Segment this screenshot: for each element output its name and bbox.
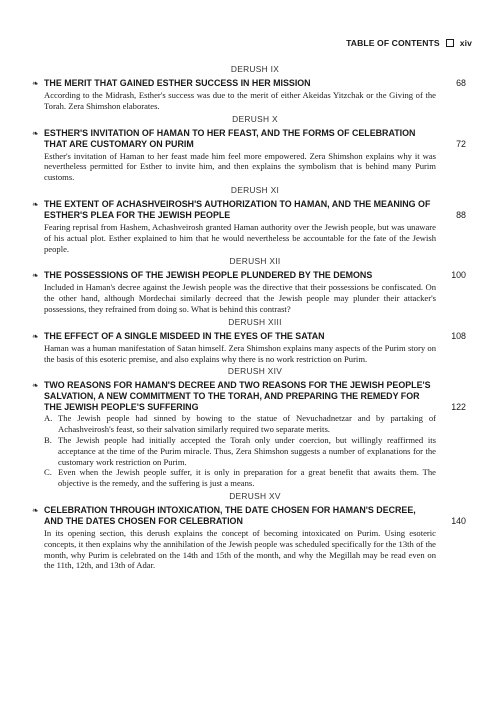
toc-page-number: 68 bbox=[456, 78, 466, 88]
toc-entry-description: Included in Haman's decree against the Jewish people was the directive that their possessions be confiscated. On the other hand, although Mordechai similarly decreed that the Jewish people may plunder their attacker's possessions, they refrained from doing so. What is behind this contrast? bbox=[44, 282, 436, 314]
toc-subitem bbox=[44, 435, 466, 467]
toc-entry-title: THE EFFECT OF A SINGLE MISDEED IN THE EYES OF THE SATAN bbox=[44, 330, 325, 341]
subitem-label: B. bbox=[44, 434, 52, 445]
toc-page-number: 100 bbox=[451, 270, 466, 281]
toc-entry-title: THE EXTENT OF ACHASHVEIROSH'S AUTHORIZATION TO HAMAN, AND THE MEANING OF ESTHER'S PLEA FOR THE JEWISH PEOPLE bbox=[44, 198, 431, 220]
fleuron-icon: ❧ bbox=[32, 199, 39, 209]
toc-entry bbox=[32, 330, 466, 365]
toc-entry-description: Haman was a human manifestation of Satan himself. Zera Shimshon explains many aspects of the Purim story on the basis of this esoteric premise, and also explains why there is no work restriction on Purim. bbox=[44, 342, 436, 364]
toc-title-row bbox=[32, 330, 466, 342]
toc-title-row bbox=[32, 78, 466, 89]
fleuron-icon: ❧ bbox=[32, 505, 39, 515]
toc-page-number: 108 bbox=[451, 330, 466, 341]
toc-title-row bbox=[32, 380, 466, 413]
toc-entry bbox=[32, 78, 466, 112]
toc-entry-title: CELEBRATION THROUGH INTOXICATION, THE DATE CHOSEN FOR HAMAN'S DECREE, AND THE DATES CHOSEN FOR CELEBRATION bbox=[44, 504, 416, 526]
toc-subitem bbox=[44, 467, 466, 489]
toc-entry-description: According to the Midrash, Esther's success was due to the merit of either Akeidas Yitzchak or the Giving of the Torah. Zera Shimshon elaborates. bbox=[44, 90, 436, 111]
toc-subitem bbox=[44, 413, 466, 435]
toc-page-number: 122 bbox=[451, 402, 466, 413]
toc-entry-title: ESTHER'S INVITATION OF HAMAN TO HER FEAST, AND THE FORMS OF CELEBRATION THAT ARE CUSTOMARY ON PURIM bbox=[44, 127, 416, 149]
subitem-text: The Jewish people had initially accepted the Torah only under coercion, but willingly reaffirmed its acceptance at the time of the Purim miracle. Thus, Zera Shimshon suggests a number of explanations for the customary work restriction on Purim. bbox=[58, 434, 436, 467]
toc-title-row bbox=[32, 127, 466, 150]
square-ornament-icon bbox=[446, 39, 454, 47]
toc-title-row bbox=[32, 198, 466, 221]
fleuron-icon: ❧ bbox=[32, 79, 39, 88]
derush-heading: DERUSH XIV bbox=[227, 366, 283, 377]
running-header bbox=[346, 38, 472, 48]
fleuron-icon: ❧ bbox=[32, 331, 39, 341]
derush-heading: DERUSH X bbox=[232, 113, 278, 124]
subitem-text: The Jewish people had sinned by bowing to the statue of Nevuchadnetzar and by partaking of Achashveirosh's feast, so their salvation similarly required two separate merits. bbox=[58, 413, 436, 435]
derush-heading: DERUSH XIII bbox=[228, 316, 282, 327]
toc-page-number: 140 bbox=[451, 515, 466, 526]
fleuron-icon: ❧ bbox=[32, 271, 39, 281]
header-page-number: xiv bbox=[459, 38, 472, 48]
subitem-label: C. bbox=[44, 467, 52, 478]
header-title: TABLE OF CONTENTS bbox=[346, 38, 440, 48]
derush-heading: DERUSH XI bbox=[230, 184, 280, 195]
toc-page-number: 72 bbox=[456, 138, 466, 149]
toc-entry-description: In its opening section, this derush explains the concept of becoming intoxicated on Purim. Using esoteric concepts, it then explains why the annihilation of the Jewish people was scheduled specifically for the 13th of the month, why Purim is celebrated on the 14th and 15th of the month, and why the Megillah may be read even on the 11th, 12th, and 13th of Adar. bbox=[44, 527, 436, 571]
derush-heading: DERUSH XII bbox=[229, 256, 281, 267]
toc-title-row bbox=[32, 270, 466, 281]
subitem-label: A. bbox=[44, 413, 53, 424]
toc-entry-title: THE POSSESSIONS OF THE JEWISH PEOPLE PLUNDERED BY THE DEMONS bbox=[44, 270, 373, 281]
toc-entry-title: THE MERIT THAT GAINED ESTHER SUCCESS IN HER MISSION bbox=[44, 78, 311, 88]
toc-entry-title: TWO REASONS FOR HAMAN'S DECREE AND TWO REASONS FOR THE JEWISH PEOPLE'S SALVATION, A NEW COMMITMENT TO THE TORAH, AND PREPARING THE REMEDY FOR THE JEWISH PEOPLE'S SUFFERING bbox=[44, 380, 431, 413]
fleuron-icon: ❧ bbox=[32, 128, 39, 138]
toc-entry bbox=[32, 198, 466, 254]
toc-entry-description: Fearing reprisal from Hashem, Achashveirosh granted Haman authority over the Jewish people, but was unaware of his actual plot. Esther explained to him that he would nevertheless be accountable for the fate of the Jewish people. bbox=[44, 221, 436, 254]
subitem-text: Even when the Jewish people suffer, it is only in preparation for a great benefit that awaits them. The objective is the remedy, and the suffering is just a means. bbox=[58, 467, 436, 489]
toc-entry bbox=[32, 127, 466, 183]
toc-entry bbox=[32, 504, 466, 571]
derush-heading: DERUSH XV bbox=[229, 490, 281, 501]
derush-heading: DERUSH IX bbox=[230, 64, 280, 74]
fleuron-icon: ❧ bbox=[32, 381, 39, 391]
toc-entry-description: Esther's invitation of Haman to her feast made him feel more empowered. Zera Shimshon explains why it was nevertheless permitted for Esther to invite him, and then explains the symbolism that is behind many Purim customs. bbox=[44, 150, 436, 183]
toc-page-number: 88 bbox=[456, 209, 466, 220]
toc-entry bbox=[32, 380, 466, 489]
toc-entry bbox=[32, 270, 466, 314]
toc-title-row bbox=[32, 504, 466, 527]
table-of-contents bbox=[32, 64, 466, 573]
